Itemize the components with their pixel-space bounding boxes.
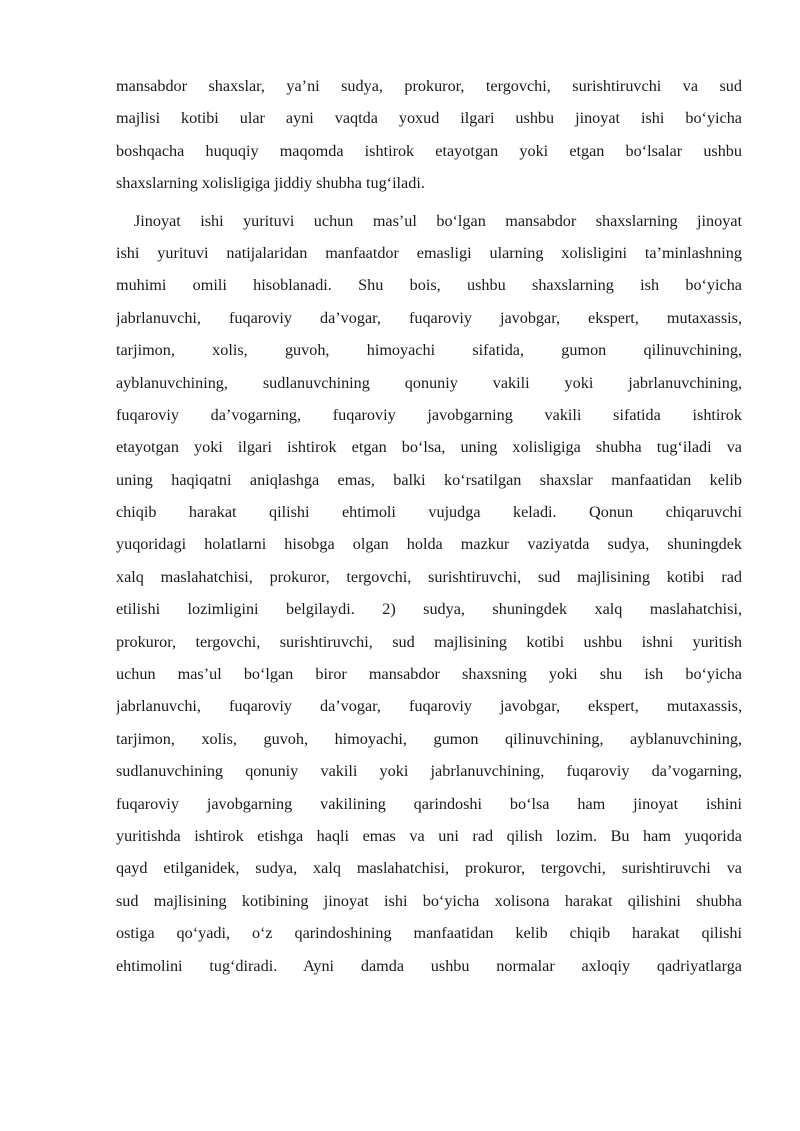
- text-line: jabrlanuvchi, fuqaroviy da’vogar, fuqaroviy javobgar, ekspert, mutaxassis,: [116, 697, 742, 716]
- text-line: ehtimolini tug‘diradi. Ayni damda ushbu normalar axloqiy qadriyatlarga: [116, 956, 742, 975]
- text-line: tarjimon, xolis, guvoh, himoyachi sifatida, gumon qilinuvchining,: [116, 341, 742, 360]
- document-body: [116, 70, 742, 982]
- text-line: qayd etilganidek, sudya, xalq maslahatchisi, prokuror, tergovchi, surishtiruvchi va: [116, 859, 742, 878]
- text-line: chiqib harakat qilishi ehtimoli vujudga keladi. Qonun chiqaruvchi: [116, 503, 742, 522]
- text-line: shaxslarning xolisligiga jiddiy shubha tug‘iladi.: [116, 174, 425, 193]
- text-line: yuqoridagi holatlarni hisobga olgan holda mazkur vaziyatda sudya, shuningdek: [116, 535, 742, 554]
- paragraph-1: [116, 70, 742, 200]
- text-line: ishi yurituvi natijalaridan manfaatdor emasligi ularning xolisligini ta’minlashning: [116, 243, 742, 262]
- text-line: xalq maslahatchisi, prokuror, tergovchi, surishtiruvchi, sud majlisining kotibi rad: [116, 567, 742, 586]
- text-line: muhimi omili hisoblanadi. Shu bois, ushbu shaxslarning ish bo‘yicha: [116, 276, 742, 295]
- text-line: sudlanuvchining qonuniy vakili yoki jabrlanuvchining, fuqaroviy da’vogarning,: [116, 762, 742, 781]
- text-line: ostiga qo‘yadi, o‘z qarindoshining manfaatidan kelib chiqib harakat qilishi: [116, 924, 742, 943]
- text-line: majlisi kotibi ular ayni vaqtda yoxud ilgari ushbu jinoyat ishi bo‘yicha: [116, 109, 742, 128]
- text-line: tarjimon, xolis, guvoh, himoyachi, gumon qilinuvchining, ayblanuvchining,: [116, 729, 742, 748]
- text-line: fuqaroviy javobgarning vakilining qarindoshi bo‘lsa ham jinoyat ishini: [116, 794, 742, 813]
- text-line: uning haqiqatni aniqlashga emas, balki ko‘rsatilgan shaxslar manfaatidan kelib: [116, 470, 742, 489]
- text-line: ayblanuvchining, sudlanuvchining qonuniy vakili yoki jabrlanuvchining,: [116, 373, 742, 392]
- text-line: etayotgan yoki ilgari ishtirok etgan bo‘lsa, uning xolisligiga shubha tug‘iladi va: [116, 438, 742, 457]
- text-line: boshqacha huquqiy maqomda ishtirok etayotgan yoki etgan bo‘lsalar ushbu: [116, 141, 742, 160]
- text-line: yuritishda ishtirok etishga haqli emas va uni rad qilish lozim. Bu ham yuqorida: [116, 826, 742, 845]
- text-line: fuqaroviy da’vogarning, fuqaroviy javobgarning vakili sifatida ishtirok: [116, 405, 742, 424]
- paragraph-2: [116, 205, 742, 982]
- text-line: prokuror, tergovchi, surishtiruvchi, sud majlisining kotibi ushbu ishni yuritish: [116, 632, 742, 651]
- text-line: uchun mas’ul bo‘lgan biror mansabdor shaxsning yoki shu ish bo‘yicha: [116, 665, 742, 684]
- text-line: jabrlanuvchi, fuqaroviy da’vogar, fuqaroviy javobgar, ekspert, mutaxassis,: [116, 308, 742, 327]
- text-line: sud majlisining kotibining jinoyat ishi bo‘yicha xolisona harakat qilishini shubha: [116, 891, 742, 910]
- text-line: mansabdor shaxslar, ya’ni sudya, prokuror, tergovchi, surishtiruvchi va sud: [116, 77, 742, 95]
- text-line: etilishi lozimligini belgilaydi. 2) sudya, shuningdek xalq maslahatchisi,: [116, 600, 742, 619]
- text-line: Jinoyat ishi yurituvi uchun mas’ul bo‘lgan mansabdor shaxslarning jinoyat: [134, 211, 742, 230]
